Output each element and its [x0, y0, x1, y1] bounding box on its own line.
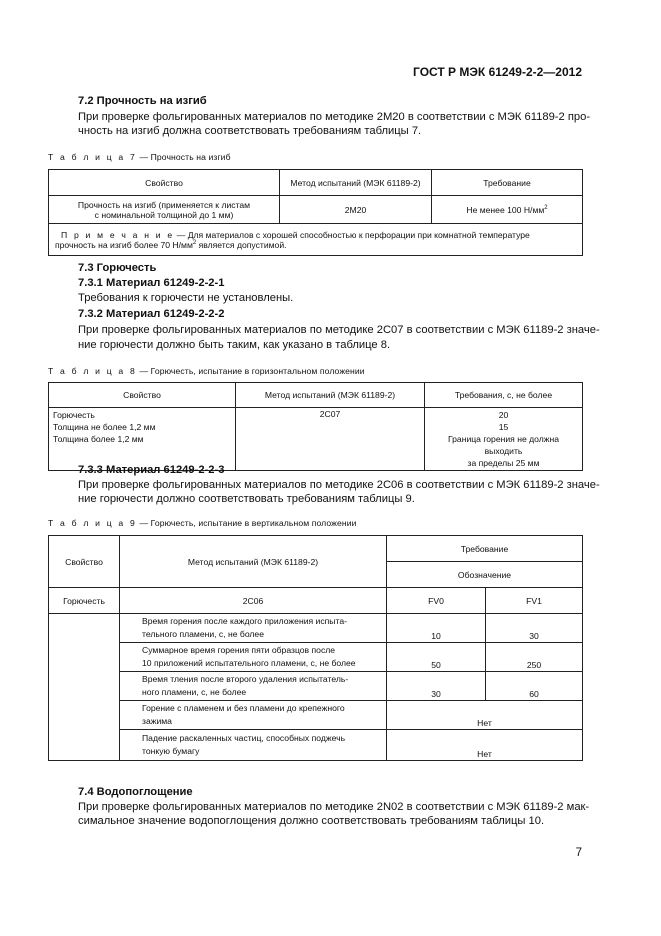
section-7-3-1-text: Требования к горючести не установлены. [78, 292, 294, 304]
table-7-requirement: Не менее 100 Н/мм [466, 204, 545, 215]
table-8-value-1: 20 [498, 410, 509, 420]
table-8-label: Т а б л и ц а 8 [48, 366, 137, 376]
section-7-3-2-text-line2: ние горючести должно быть таким, как указано в таблице 8. [78, 339, 391, 351]
table-7-header-method: Метод испытаний (МЭК 61189-2) [280, 170, 432, 196]
table-8-value-2: 15 [498, 422, 509, 432]
section-7-2-title: 7.2 Прочность на изгиб [78, 95, 207, 107]
table-7-note-line2b: является допустимой. [196, 239, 287, 250]
table-7-requirement-cell [432, 196, 583, 224]
table-9-row-4-line1: Горение с пламенем и без пламени до крепежного [142, 703, 345, 713]
table-9-label: Т а б л и ц а 9 [48, 518, 137, 528]
table-9-row-3-desc [120, 672, 387, 701]
table-8-caption [48, 366, 365, 376]
table-9-row-4-desc [120, 701, 387, 730]
section-7-3-2-title: 7.3.2 Материал 61249-2-2-2 [78, 308, 225, 320]
table-7-title: — Прочность на изгиб [136, 152, 231, 162]
section-7-4-text-line2: симальное значение водопоглощения должно соответствовать требованиям таблицы 10. [78, 815, 545, 827]
table-8-header-requirement: Требования, с, не более [425, 383, 583, 408]
table-7-note-sup: 2 [192, 239, 197, 246]
table-9-header-designation: Обозначение [387, 562, 583, 588]
table-7-header-property: Свойство [49, 170, 280, 196]
table-9-row-2-fv0: 50 [387, 643, 486, 672]
table-7-note-label: П р и м е ч а н и е [61, 229, 175, 240]
table-9-fv1: FV1 [486, 588, 583, 614]
section-7-2-text-line1: При проверке фольгированных материалов по методике 2M20 в соответствии с МЭК 61189-2 про- [78, 111, 591, 123]
table-9-row-3-line1: Время тления после второго удаления испытатель- [142, 674, 349, 684]
table-9-row-1-fv0: 10 [387, 614, 486, 643]
table-8-method: 2C07 [236, 408, 425, 471]
table-9-row-3-fv1: 60 [486, 672, 583, 701]
table-9-row-1-desc [120, 614, 387, 643]
table-9-title: — Горючесть, испытание в вертикальном положении [136, 518, 357, 528]
section-7-3-3-text-line2: ние горючести должно соответствовать требованиям таблицы 9. [78, 493, 415, 505]
table-9-row-5-desc [120, 730, 387, 761]
table-9-row-2-line2: 10 приложений испытательного пламени, с, не более [142, 658, 356, 668]
table-9-header-method: Метод испытаний (МЭК 61189-2) [120, 536, 387, 588]
table-9-row-2-line1: Суммарное время горения пяти образцов после [142, 645, 336, 655]
section-7-3-title: 7.3 Горючесть [78, 262, 157, 274]
table-7 [48, 169, 583, 256]
table-9-row-2-desc [120, 643, 387, 672]
table-7-note-line1: — Для материалов с хорошей способностью к перфорации при комнатной температуре [174, 229, 530, 240]
table-9-row-1-line2: тельного пламени, с, не более [142, 629, 264, 639]
table-9-row-1-line1: Время горения после каждого приложения испыта- [142, 616, 347, 626]
table-9-row-5-value: Нет [387, 730, 583, 761]
table-7-label: Т а б л и ц а 7 [48, 152, 137, 162]
table-8-values-cell [425, 408, 583, 471]
table-8-header-method: Метод испытаний (МЭК 61189-2) [236, 383, 425, 408]
table-9-caption [48, 518, 357, 528]
table-8-property-1: Горючесть [53, 410, 95, 420]
table-7-note-line2a: прочность на изгиб более 70 Н/мм [55, 239, 193, 250]
table-8-property-2: Толщина не более 1,2 мм [53, 422, 156, 432]
table-9-fv0: FV0 [387, 588, 486, 614]
table-9 [48, 535, 583, 761]
table-7-property-cell [49, 196, 280, 224]
section-7-3-3-title: 7.3.3 Материал 61249-2-2-3 [78, 464, 225, 476]
table-9-row-4-line2: зажима [142, 716, 172, 726]
table-9-row-5-line1: Падение раскаленных частиц, способных поджечь [142, 733, 346, 743]
table-7-requirement-sup: 2 [544, 204, 548, 211]
table-7-note [49, 224, 583, 256]
section-7-4-text-line1: При проверке фольгированных материалов по методике 2N02 в соответствии с МЭК 61189-2 мак- [78, 801, 590, 813]
section-7-3-3-text-line1: При проверке фольгированных материалов по методике 2C06 в соответствии с МЭК 61189-2 значе- [78, 479, 600, 491]
table-7-caption [48, 152, 231, 162]
table-9-property: Горючесть [49, 588, 120, 614]
table-7-property-line2: с номинальной толщиной до 1 мм) [94, 209, 234, 220]
table-7-property-line1: Прочность на изгиб (применяется к листам [77, 199, 251, 210]
table-9-header-requirement: Требование [387, 536, 583, 562]
document-header: ГОСТ Р МЭК 61249-2-2—2012 [413, 65, 582, 79]
table-8-property-3: Толщина более 1,2 мм [53, 434, 144, 444]
table-9-row-1-fv1: 30 [486, 614, 583, 643]
table-8 [48, 382, 583, 471]
table-9-row-3-line2: ного пламени, с, не более [142, 687, 247, 697]
section-7-2-text-line2: чность на изгиб должна соответствовать требованиям таблицы 7. [78, 125, 422, 137]
table-9-method: 2C06 [120, 588, 387, 614]
table-8-property-cell [49, 408, 236, 471]
table-7-method: 2M20 [280, 196, 432, 224]
table-9-row-3-fv0: 30 [387, 672, 486, 701]
section-7-3-1-title: 7.3.1 Материал 61249-2-2-1 [78, 277, 225, 289]
table-8-title: — Горючесть, испытание в горизонтальном положении [136, 366, 365, 376]
table-7-header-requirement: Требование [432, 170, 583, 196]
section-7-3-2-text-line1: При проверке фольгированных материалов по методике 2C07 в соответствии с МЭК 61189-2 значе- [78, 324, 600, 336]
table-9-row-5-line2: тонкую бумагу [142, 746, 200, 756]
table-9-row-2-fv1: 250 [486, 643, 583, 672]
table-8-header-property: Свойство [49, 383, 236, 408]
table-9-property-empty [49, 614, 120, 761]
table-8-value-3: Граница горения не должна выходить [447, 434, 560, 456]
table-9-header-property: Свойство [49, 536, 120, 588]
table-9-row-4-value: Нет [387, 701, 583, 730]
table-8-value-4: за пределы 25 мм [467, 458, 540, 468]
section-7-4-title: 7.4 Водопоглощение [78, 786, 193, 798]
page-number: 7 [575, 847, 582, 859]
